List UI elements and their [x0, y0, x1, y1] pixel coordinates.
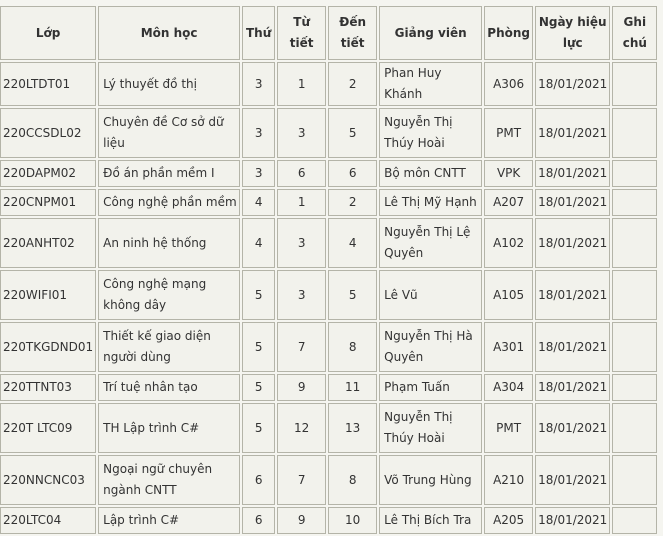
cell-thu: 3	[242, 108, 275, 158]
cell-tu-tiet: 12	[277, 403, 326, 453]
cell-tu-tiet: 7	[277, 455, 326, 505]
cell-ghi-chu	[612, 189, 657, 216]
cell-ngay-hieu-luc: 18/01/2021	[535, 507, 610, 534]
cell-mon-hoc: Ngoại ngữ chuyên ngành CNTT	[98, 455, 240, 505]
cell-den-tiet: 10	[328, 507, 377, 534]
cell-ghi-chu	[612, 108, 657, 158]
table-row	[0, 108, 657, 158]
header-giang-vien: Giảng viên	[379, 6, 482, 60]
cell-thu: 5	[242, 403, 275, 453]
cell-ghi-chu	[612, 374, 657, 401]
cell-mon-hoc: Lập trình C#	[98, 507, 240, 534]
header-ngay-hieu-luc: Ngày hiệu lực	[535, 6, 610, 60]
header-den-tiet: Đến tiết	[328, 6, 377, 60]
cell-den-tiet: 6	[328, 160, 377, 187]
cell-tu-tiet: 1	[277, 62, 326, 106]
header-thu: Thứ	[242, 6, 275, 60]
cell-ghi-chu	[612, 270, 657, 320]
table-row	[0, 218, 657, 268]
cell-phong: A304	[484, 374, 533, 401]
cell-ngay-hieu-luc: 18/01/2021	[535, 62, 610, 106]
cell-ngay-hieu-luc: 18/01/2021	[535, 108, 610, 158]
cell-mon-hoc: Thiết kế giao diện người dùng	[98, 322, 240, 372]
cell-lop: 220LTDT01	[0, 62, 96, 106]
header-tu-tiet: Từ tiết	[277, 6, 326, 60]
cell-phong: A306	[484, 62, 533, 106]
cell-giang-vien: Phạm Tuấn	[379, 374, 482, 401]
cell-tu-tiet: 3	[277, 270, 326, 320]
table-row	[0, 62, 657, 106]
cell-ngay-hieu-luc: 18/01/2021	[535, 270, 610, 320]
cell-lop: 220ANHT02	[0, 218, 96, 268]
cell-tu-tiet: 7	[277, 322, 326, 372]
cell-thu: 5	[242, 322, 275, 372]
table-row	[0, 270, 657, 320]
cell-ghi-chu	[612, 455, 657, 505]
cell-giang-vien: Lê Vũ	[379, 270, 482, 320]
cell-den-tiet: 2	[328, 189, 377, 216]
cell-phong: A210	[484, 455, 533, 505]
cell-tu-tiet: 6	[277, 160, 326, 187]
cell-phong: PMT	[484, 108, 533, 158]
cell-ngay-hieu-luc: 18/01/2021	[535, 218, 610, 268]
cell-ghi-chu	[612, 322, 657, 372]
cell-ghi-chu	[612, 160, 657, 187]
table-row	[0, 403, 657, 453]
table-row	[0, 322, 657, 372]
header-mon-hoc: Môn học	[98, 6, 240, 60]
cell-mon-hoc: Lý thuyết đồ thị	[98, 62, 240, 106]
cell-lop: 220DAPM02	[0, 160, 96, 187]
cell-mon-hoc: TH Lập trình C#	[98, 403, 240, 453]
cell-ghi-chu	[612, 62, 657, 106]
table-row	[0, 455, 657, 505]
cell-thu: 6	[242, 455, 275, 505]
cell-thu: 3	[242, 160, 275, 187]
cell-mon-hoc: Công nghệ mạng không dây	[98, 270, 240, 320]
cell-ngay-hieu-luc: 18/01/2021	[535, 160, 610, 187]
cell-phong: PMT	[484, 403, 533, 453]
cell-den-tiet: 8	[328, 455, 377, 505]
header-row	[0, 6, 657, 60]
cell-phong: A102	[484, 218, 533, 268]
cell-lop: 220TTNT03	[0, 374, 96, 401]
cell-thu: 3	[242, 62, 275, 106]
cell-lop: 220WIFI01	[0, 270, 96, 320]
cell-ngay-hieu-luc: 18/01/2021	[535, 189, 610, 216]
cell-ngay-hieu-luc: 18/01/2021	[535, 403, 610, 453]
cell-lop: 220CCSDL02	[0, 108, 96, 158]
cell-den-tiet: 13	[328, 403, 377, 453]
cell-mon-hoc: Đồ án phần mềm I	[98, 160, 240, 187]
table-row	[0, 160, 657, 187]
cell-thu: 4	[242, 189, 275, 216]
cell-thu: 6	[242, 507, 275, 534]
cell-lop: 220CNPM01	[0, 189, 96, 216]
cell-ngay-hieu-luc: 18/01/2021	[535, 374, 610, 401]
cell-tu-tiet: 3	[277, 108, 326, 158]
cell-tu-tiet: 3	[277, 218, 326, 268]
cell-ngay-hieu-luc: 18/01/2021	[535, 322, 610, 372]
cell-den-tiet: 4	[328, 218, 377, 268]
cell-phong: VPK	[484, 160, 533, 187]
cell-mon-hoc: Chuyên đề Cơ sở dữ liệu	[98, 108, 240, 158]
header-ghi-chu: Ghi chú	[612, 6, 657, 60]
cell-lop: 220T LTC09	[0, 403, 96, 453]
cell-giang-vien: Võ Trung Hùng	[379, 455, 482, 505]
cell-den-tiet: 11	[328, 374, 377, 401]
header-phong: Phòng	[484, 6, 533, 60]
cell-lop: 220TKGDND01	[0, 322, 96, 372]
cell-giang-vien: Nguyễn Thị Hà Quyên	[379, 322, 482, 372]
cell-ghi-chu	[612, 403, 657, 453]
cell-tu-tiet: 9	[277, 507, 326, 534]
cell-phong: A207	[484, 189, 533, 216]
cell-den-tiet: 2	[328, 62, 377, 106]
cell-lop: 220LTC04	[0, 507, 96, 534]
cell-den-tiet: 5	[328, 270, 377, 320]
schedule-table	[0, 4, 659, 536]
table-row	[0, 189, 657, 216]
cell-giang-vien: Bộ môn CNTT	[379, 160, 482, 187]
cell-ngay-hieu-luc: 18/01/2021	[535, 455, 610, 505]
table-row	[0, 507, 657, 534]
cell-tu-tiet: 1	[277, 189, 326, 216]
cell-ghi-chu	[612, 507, 657, 534]
cell-giang-vien: Nguyễn Thị Lệ Quyên	[379, 218, 482, 268]
cell-phong: A301	[484, 322, 533, 372]
cell-giang-vien: Lê Thị Mỹ Hạnh	[379, 189, 482, 216]
cell-giang-vien: Lê Thị Bích Tra	[379, 507, 482, 534]
cell-phong: A105	[484, 270, 533, 320]
cell-thu: 4	[242, 218, 275, 268]
cell-thu: 5	[242, 374, 275, 401]
cell-giang-vien: Nguyễn Thị Thúy Hoài	[379, 403, 482, 453]
header-lop: Lớp	[0, 6, 96, 60]
table-row	[0, 374, 657, 401]
cell-thu: 5	[242, 270, 275, 320]
cell-giang-vien: Nguyễn Thị Thúy Hoài	[379, 108, 482, 158]
cell-tu-tiet: 9	[277, 374, 326, 401]
cell-mon-hoc: Trí tuệ nhân tạo	[98, 374, 240, 401]
cell-den-tiet: 8	[328, 322, 377, 372]
cell-ghi-chu	[612, 218, 657, 268]
cell-mon-hoc: An ninh hệ thống	[98, 218, 240, 268]
cell-den-tiet: 5	[328, 108, 377, 158]
cell-mon-hoc: Công nghệ phần mềm	[98, 189, 240, 216]
cell-lop: 220NNCNC03	[0, 455, 96, 505]
cell-giang-vien: Phan Huy Khánh	[379, 62, 482, 106]
cell-phong: A205	[484, 507, 533, 534]
